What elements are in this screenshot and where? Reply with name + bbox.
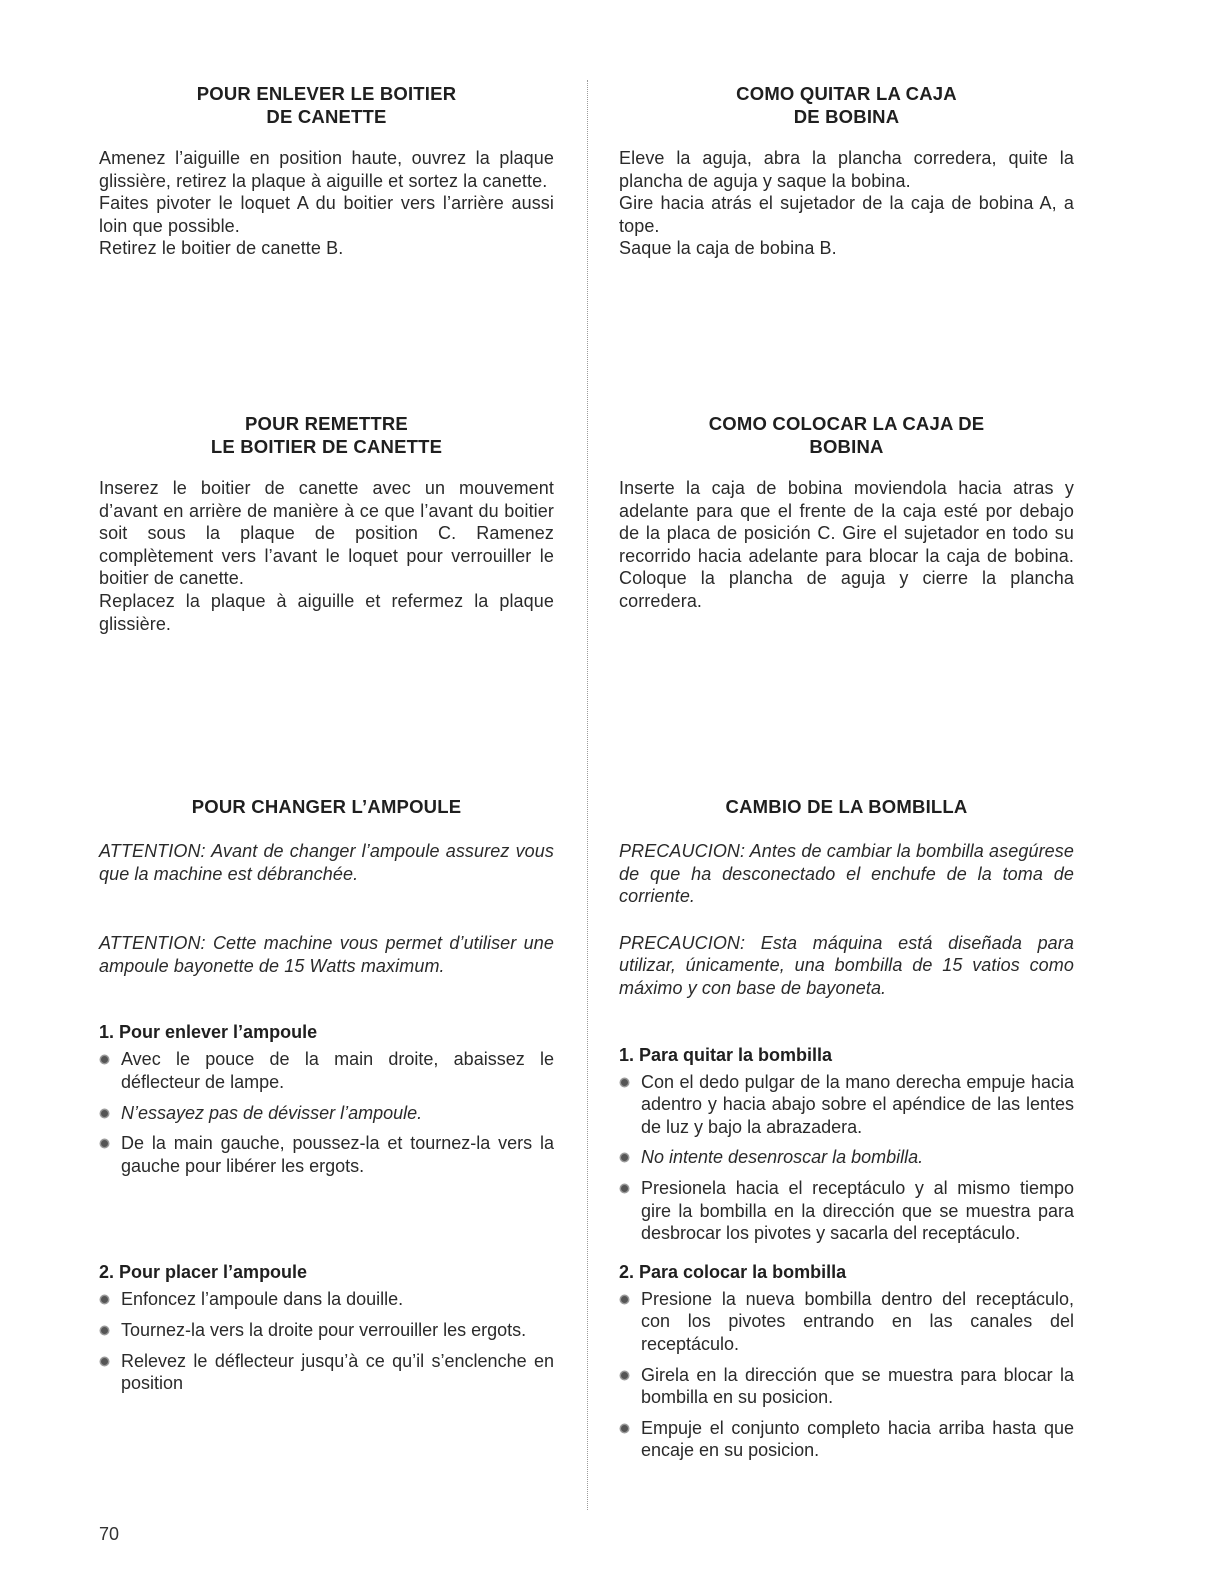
- es-change-bulb-title: CAMBIO DE LA BOMBILLA: [725, 796, 968, 817]
- list-item: Enfoncez l’ampoule dans la douille.: [99, 1288, 554, 1311]
- fr-remove-bobbin-case-title: POUR ENLEVER LE BOITIER DE CANETTE: [196, 83, 457, 127]
- fr-step1-list: [99, 1048, 554, 1177]
- fr-remove-bobbin-case-text: Amenez l’aiguille en position haute, ouvrez la plaque glissière, retirez la plaque à aiguille et sortez la canette. Faites pivoter le loquet A du boitier vers l’arrière aussi loin que possible. Retirez le boitier de canette B.: [99, 148, 554, 259]
- es-step2-heading: 2. Para colocar la bombilla: [619, 1261, 847, 1282]
- es-precaution-bulb-wattage: PRECAUCION: Esta máquina está diseñada para utilizar, únicamente, una bombilla de 15 vatios como máximo y con base de bayoneta.: [619, 932, 1074, 998]
- fr-step1-heading: 1. Pour enlever l’ampoule: [99, 1022, 318, 1043]
- fr-attention-unplug: ATTENTION: Avant de changer l’ampoule assurez vous que la machine est débranchée.: [99, 841, 554, 884]
- list-item: Tournez-la vers la droite pour verrouiller les ergots.: [99, 1319, 554, 1342]
- fr-change-bulb-section: [99, 795, 554, 1403]
- list-item: Empuje el conjunto completo hacia arriba hasta que encaje en su posicion.: [619, 1417, 1074, 1462]
- list-item: Con el dedo pulgar de la mano derecha empuje hacia adentro y hacia abajo sobre el apéndice de las lentes de luz y bajo la abrazadera.: [619, 1071, 1074, 1139]
- fr-replace-bobbin-case-title: POUR REMETTRE LE BOITIER DE CANETTE: [210, 413, 443, 457]
- fr-replace-bobbin-case-section: [99, 412, 554, 635]
- list-item: Presione la nueva bombilla dentro del receptáculo, con los pivotes entrando en las canales del receptáculo.: [619, 1288, 1074, 1356]
- list-item: Girela en la dirección que se muestra para blocar la bombilla en su posicion.: [619, 1364, 1074, 1409]
- fr-remove-bobbin-case-section: [99, 82, 554, 260]
- fr-step2-heading: 2. Pour placer l’ampoule: [99, 1262, 308, 1283]
- es-remove-bobbin-case-title: COMO QUITAR LA CAJA DE BOBINA: [736, 83, 957, 127]
- fr-step2: [99, 1261, 554, 1394]
- fr-replace-bobbin-case-text: Inserez le boitier de canette avec un mouvement d’avant en arrière de manière à ce que l’avant du boitier soit sous la plaque de position C. Ramenez complètement vers l’avant le loquet pour verrouiller le boitier de canette. Replacez la plaque à aiguille et refermez la plaque glissière.: [99, 478, 554, 634]
- es-step1-list: [619, 1071, 1074, 1245]
- es-remove-bobbin-case-text: Eleve la aguja, abra la plancha corredera, quite la plancha de aguja y saque la bobina. Gire hacia atrás el sujetador de la caja de bobina A, a tope. Saque la caja de bobina B.: [619, 148, 1074, 259]
- column-divider: [587, 80, 588, 1510]
- es-replace-bobbin-case-title: COMO COLOCAR LA CAJA DE BOBINA: [708, 413, 985, 457]
- es-change-bulb-section: [619, 795, 1074, 1470]
- es-step1-heading: 1. Para quitar la bombilla: [619, 1044, 833, 1065]
- list-item: Avec le pouce de la main droite, abaissez le déflecteur de lampe.: [99, 1048, 554, 1093]
- list-item: De la main gauche, poussez-la et tournez-la vers la gauche pour libérer les ergots.: [99, 1132, 554, 1177]
- list-item: N’essayez pas de dévisser l’ampoule.: [99, 1102, 554, 1125]
- list-item: Presionela hacia el receptáculo y al mismo tiempo gire la bombilla en la dirección que se muestra para desbrocar los pivotes y sacarla del receptáculo.: [619, 1177, 1074, 1245]
- fr-step1: [99, 1021, 554, 1177]
- list-item: Relevez le déflecteur jusqu’à ce qu’il s’enclenche en position: [99, 1350, 554, 1395]
- es-step2: [619, 1261, 1074, 1462]
- page-number: 70: [99, 1524, 120, 1544]
- es-step2-list: [619, 1288, 1074, 1462]
- es-replace-bobbin-case-text: Inserte la caja de bobina moviendola hacia atras y adelante para que el frente de la caja esté por debajo de la placa de posición C. Gire el sujetador en todo su recorrido hacia adelante para blocar la caja de bobina. Coloque la plancha de aguja y cierre la plancha corredera.: [619, 478, 1074, 611]
- fr-step2-list: [99, 1288, 554, 1394]
- list-item: No intente desenroscar la bombilla.: [619, 1146, 1074, 1169]
- fr-change-bulb-title: POUR CHANGER L’AMPOULE: [191, 796, 462, 817]
- es-step1: [619, 1044, 1074, 1245]
- es-precaution-unplug: PRECAUCION: Antes de cambiar la bombilla asegúrese de que ha desconectado el enchufe de la toma de corriente.: [619, 841, 1074, 907]
- fr-attention-bulb-wattage: ATTENTION: Cette machine vous permet d’utiliser une ampoule bayonette de 15 Watts maximum.: [99, 933, 554, 976]
- es-remove-bobbin-case-section: [619, 82, 1074, 260]
- es-replace-bobbin-case-section: [619, 412, 1074, 613]
